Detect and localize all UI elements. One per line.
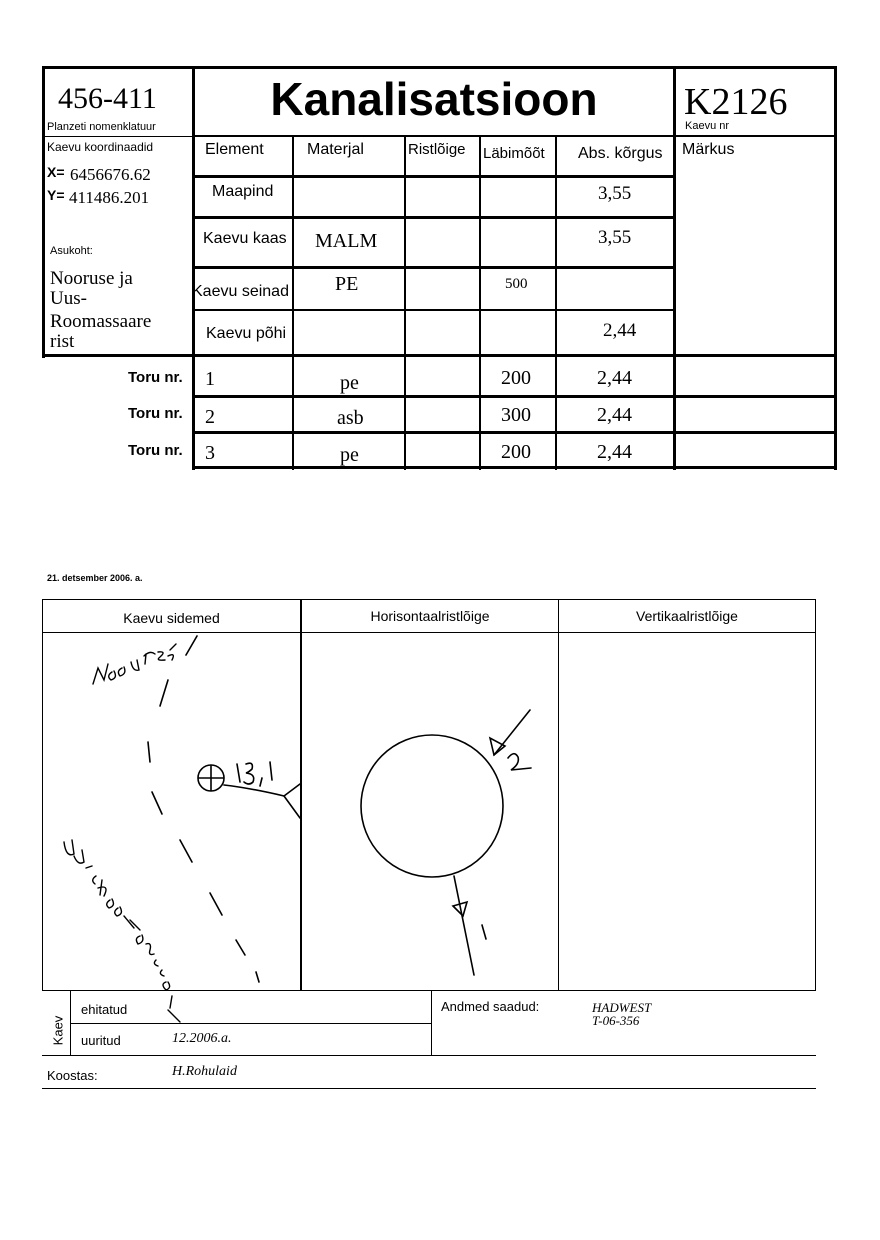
source-reference: T-06-356 xyxy=(592,1013,640,1028)
street-edge xyxy=(236,940,245,955)
coords-label: Kaevu koordinaadid xyxy=(47,140,154,154)
row-height-ground: 3,55 xyxy=(598,183,632,204)
street-edge xyxy=(210,893,222,915)
row-element-ground: Maapind xyxy=(212,183,274,200)
pipe-nr: 2 xyxy=(205,406,215,428)
pipe-label: Toru nr. xyxy=(128,369,183,386)
col-header-cross-section: Ristlõige xyxy=(408,141,466,158)
pipe-label: Toru nr. xyxy=(128,405,183,422)
row-element-walls: Kaevu seinad xyxy=(192,283,289,300)
row-element-bottom: Kaevu põhi xyxy=(206,325,287,342)
author-label: Koostas: xyxy=(47,1068,98,1083)
pipe-2-line xyxy=(494,710,530,755)
pipe-label: Toru nr. xyxy=(128,442,183,459)
row-material-lid: MALM xyxy=(315,230,378,252)
street-label-1 xyxy=(92,660,96,661)
location-line: Uus- xyxy=(50,288,87,309)
x-label: X= xyxy=(47,164,65,180)
page-title: Kanalisatsioon xyxy=(270,73,598,125)
pipe-2-label xyxy=(508,754,531,770)
street-edge xyxy=(186,636,197,655)
street-name-nooruse xyxy=(93,644,176,684)
street-label-2 xyxy=(64,850,73,851)
built-label: ehitatud xyxy=(81,1002,128,1017)
col-header-material: Materjal xyxy=(307,141,364,158)
pipe-material: pe xyxy=(340,372,359,394)
pipe-2-number xyxy=(510,758,511,759)
pipe-1-line xyxy=(454,876,474,975)
panel-title-vertical: Vertikaalristlõige xyxy=(636,608,738,624)
col-header-element: Element xyxy=(205,141,264,158)
pipe-material: pe xyxy=(340,444,359,466)
surveyed-label: uuritud xyxy=(81,1033,121,1048)
col-header-note: Märkus xyxy=(682,141,735,158)
row-height-bottom: 2,44 xyxy=(603,320,637,341)
y-label: Y= xyxy=(47,187,65,203)
side-label-well: Kaev xyxy=(50,1015,66,1046)
street-edge xyxy=(180,840,192,862)
panel-title-horizontal: Horisontaalristlõige xyxy=(370,608,490,624)
col-header-height: Abs. kõrgus xyxy=(578,145,663,162)
source-company: HADWEST xyxy=(592,1000,652,1015)
street-name-uus-roomassaare xyxy=(64,840,180,1022)
pipe-nr: 3 xyxy=(205,442,215,464)
pipe-diameter: 300 xyxy=(501,404,531,426)
row-material-walls: PE xyxy=(335,273,359,295)
panel-title-connections: Kaevu sidemed xyxy=(123,610,220,626)
pipe-1-number xyxy=(482,928,483,929)
street-edge xyxy=(152,792,162,814)
author-value: H.Rohulaid xyxy=(172,1064,237,1079)
col-header-diameter: Läbimõõt xyxy=(483,145,545,162)
well-number-label: Kaevu nr xyxy=(685,120,730,132)
street-edge xyxy=(256,972,259,982)
location-line: rist xyxy=(50,331,75,352)
location-line: Roomassaare xyxy=(50,311,152,332)
pipe-height: 2,44 xyxy=(597,404,632,426)
pipe-2-arrow xyxy=(490,738,505,755)
pipe-height: 2,44 xyxy=(597,367,632,389)
row-diameter-walls: 500 xyxy=(505,276,528,292)
well-number: K2126 xyxy=(684,81,788,123)
street-edge xyxy=(148,742,150,762)
nomenclature-value: 456-411 xyxy=(58,82,157,115)
source-label: Andmed saadud: xyxy=(441,999,540,1014)
location-label: Asukoht: xyxy=(50,245,93,257)
pipe-diameter: 200 xyxy=(501,441,531,463)
pipe-material: asb xyxy=(337,407,364,429)
x-value: 6456676.62 xyxy=(70,165,151,184)
y-value: 411486.201 xyxy=(69,188,150,207)
document-date: 21. detsember 2006. a. xyxy=(47,573,143,583)
building-corner xyxy=(284,784,300,818)
well-cross-section xyxy=(361,735,503,877)
street-edge xyxy=(160,680,168,706)
pipe-height: 2,44 xyxy=(597,441,632,463)
distance-label xyxy=(237,762,272,786)
row-element-lid: Kaevu kaas xyxy=(203,230,287,247)
pipe-diameter: 200 xyxy=(501,367,531,389)
pipe-nr: 1 xyxy=(205,368,215,390)
row-height-lid: 3,55 xyxy=(598,227,632,248)
tie-line xyxy=(224,785,284,796)
nomenclature-label: Planzeti nomenklatuur xyxy=(47,121,156,133)
location-line: Nooruse ja xyxy=(50,268,133,289)
distance-value xyxy=(236,766,238,767)
surveyed-value: 12.2006.a. xyxy=(172,1031,232,1046)
